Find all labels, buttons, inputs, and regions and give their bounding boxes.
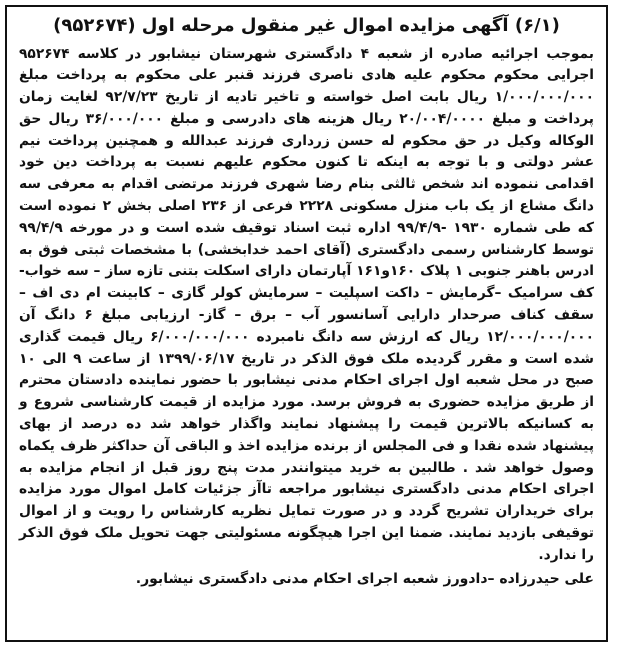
auction-notice [5, 5, 608, 642]
notice-body: بموجب اجرائیه صادره از شعبه ۴ دادگستری شهرستان نیشابور در کلاسه ۹۵۲۶۷۴ اجرایی محکوم محکوم علیه هادی ناصری فرزند قنبر علی محکوم به پرداخت مبلغ ۱/۰۰۰/۰۰۰/۰۰۰ ریال بابت اصل خواسته و تاخیر تادیه از تاریخ ۹۲/۷/۲۳ لغایت زمان پرداخت و مبلغ ۲۰/۰۰۴/۰۰۰۰ ریال هزینه های دادرسی و مبلغ ۳۶/۰۰۰/۰۰۰ ریال حق الوکاله وکیل در حق محکوم له حسن زرداری فرزند عبدالله و همچنین پرداخت نیم عشر دولتی و با توجه به اینکه تا کنون محکوم علیهم نسبت به پرداخت دین خود اقدامی ننموده اند شخص ثالثی بنام رضا شهری فرزند مرتضی اقدام به معرفی سه دانگ مشاع از یک باب منزل مسکونی ۲۲۲۸ فرعی از ۲۳۶ اصلی بخش ۲ نموده است که طی شماره ۱۹۳۰ -۹۹/۴/۹ اداره ثبت اسناد توقیف شده است و در مورخه ۹۹/۴/۹ توسط کارشناس رسمی دادگستری (آقای احمد خدابخشی) با مشخصات ثبتی فوق به ادرس باهنر جنوبی ۱ پلاک ۱۶۰و۱۶۱ آپارتمان دارای اسکلت بتنی تازه ساز – سه خواب- کف سرامیک –گرمایش – داکت اسپلیت – سرمایش کولر گازی – کابینت ام دی اف – سقف کناف صرحدار دارایی آسانسور آب – برق – گاز- ارزیابی مبلغ ۶ دانگ آن ۱۲/۰۰۰/۰۰۰/۰۰۰ ریال که ارزش سه دانگ نامبرده ۶/۰۰۰/۰۰۰/۰۰۰ ریال قیمت گذاری شده است و مقرر گردیده ملک فوق الذکر در تاریخ ۱۳۹۹/۰۶/۱۷ از ساعت ۹ الی ۱۰ صبح در محل شعبه اول اجرای احکام مدنی نیشابور با حضور نماینده دادستان محترم از طریق مزایده حضوری به فروش برسد. مورد مزایده از قیمت کارشناسی شروع و به کسانیکه بالاترین قیمت را پیشنهاد نمایند واگذار خواهد شد ده درصد از بهای پیشنهاد شده نقدا و فی المجلس از برنده مزایده اخذ و الباقی آن حداکثر ظرف یکماه وصول خواهد شد . طالبین به خرید میتوانندر مدت پنج روز قبل از انجام مزایده به اجرای احکام مدنی دادگستری نیشابور مراجعه تاآز جزئیات کامل اموال مورد مزایده برای خریداران تشریح گردد و در صورت تمایل نظریه کارشناس را رویت و از اموال توقیفی بازدید نمایند. ضمنا این اجرا هیچگونه مسئولیتی جهت تحویل ملک فوق الذکر را ندارد. [19, 45, 595, 563]
notice-title: (۶/۱) آگهی مزایده اموال غیر منقول مرحله اول (۹۵۲۶۷۴) [53, 15, 560, 36]
notice-signature: علی حیدرزاده –دادورز شعبه اجرای احکام مدنی دادگستری نیشابور. [135, 570, 594, 587]
